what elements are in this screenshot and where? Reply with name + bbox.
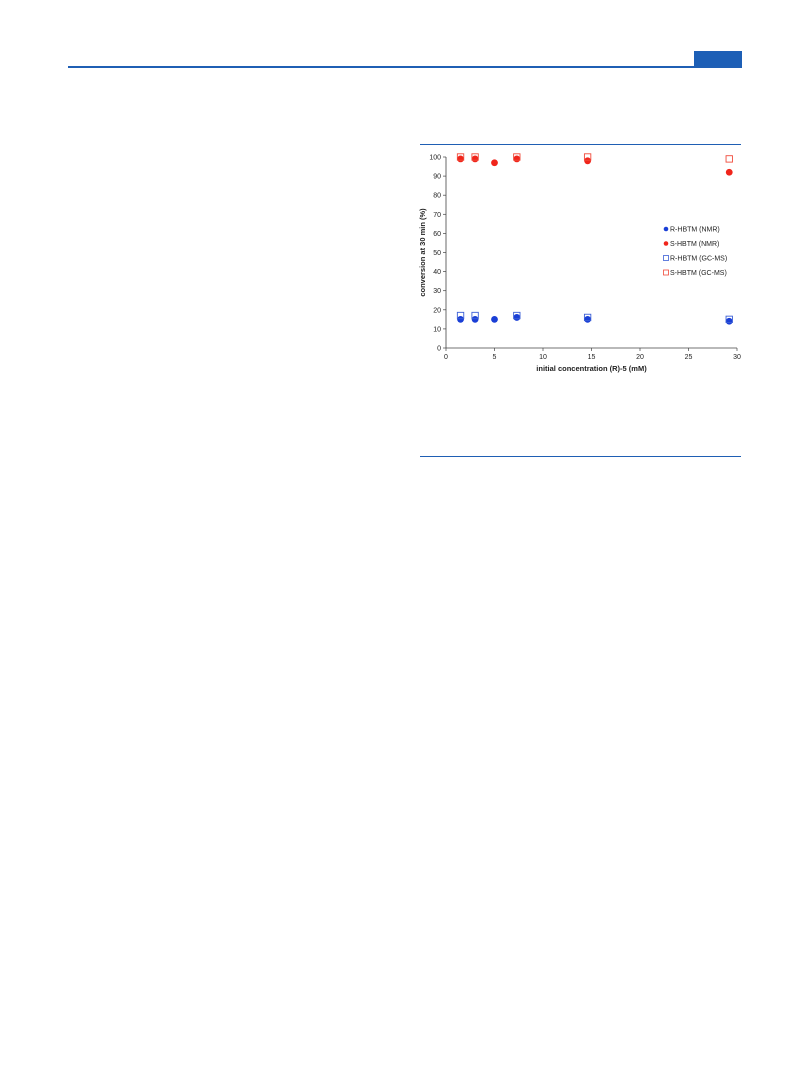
legend-marker-circle <box>664 227 669 232</box>
y-axis-label: conversion at 30 min (%) <box>418 208 427 297</box>
x-tick-label: 10 <box>539 354 547 361</box>
y-tick-label: 80 <box>433 192 441 200</box>
x-tick-label: 5 <box>492 354 497 361</box>
data-point-circle <box>491 159 498 166</box>
legend-label: S-HBTM (GC-MS) <box>670 270 727 277</box>
data-points <box>457 154 732 325</box>
x-tick-label: 20 <box>636 354 644 361</box>
legend-label: R-HBTM (GC-MS) <box>670 255 728 263</box>
data-point-circle <box>457 156 464 163</box>
legend <box>664 227 728 278</box>
legend-marker-square <box>664 256 669 261</box>
x-tick-label: 25 <box>684 354 693 361</box>
y-tick-label: 50 <box>433 250 441 257</box>
header-tab <box>694 51 742 66</box>
data-point-circle <box>472 316 479 323</box>
y-tick-label: 100 <box>429 154 441 162</box>
y-tick-label: 90 <box>433 173 441 181</box>
y-tick-label: 20 <box>433 307 441 315</box>
y-tick-label: 0 <box>437 345 441 353</box>
data-point-circle <box>584 316 591 323</box>
x-tick-label: 30 <box>733 354 741 361</box>
data-point-circle <box>584 157 591 164</box>
header-rule <box>68 66 742 68</box>
y-tick-label: 40 <box>433 269 441 277</box>
x-tick-label: 15 <box>587 354 596 361</box>
data-point-circle <box>513 314 520 321</box>
legend-marker-circle <box>664 241 669 246</box>
legend-marker-square <box>664 270 669 275</box>
legend-label: R-HBTM (NMR) <box>670 226 720 234</box>
y-tick-label: 70 <box>433 211 441 219</box>
axes <box>443 157 737 351</box>
y-tick-label: 10 <box>433 326 441 334</box>
data-point-circle <box>726 169 733 176</box>
legend-label: S-HBTM (NMR) <box>670 241 720 248</box>
figure-frame-bottom <box>420 456 741 457</box>
data-point-square <box>726 156 732 162</box>
data-point-circle <box>472 156 479 163</box>
data-point-circle <box>726 318 733 325</box>
data-point-circle <box>513 156 520 163</box>
y-tick-label: 60 <box>433 230 441 238</box>
data-point-circle <box>457 316 464 323</box>
x-axis-label: initial concentration (R)-5 (mM) <box>536 364 647 373</box>
data-point-circle <box>491 316 498 323</box>
scatter-chart <box>412 145 748 385</box>
x-tick-label: 0 <box>444 354 448 361</box>
y-tick-label: 30 <box>433 288 441 296</box>
